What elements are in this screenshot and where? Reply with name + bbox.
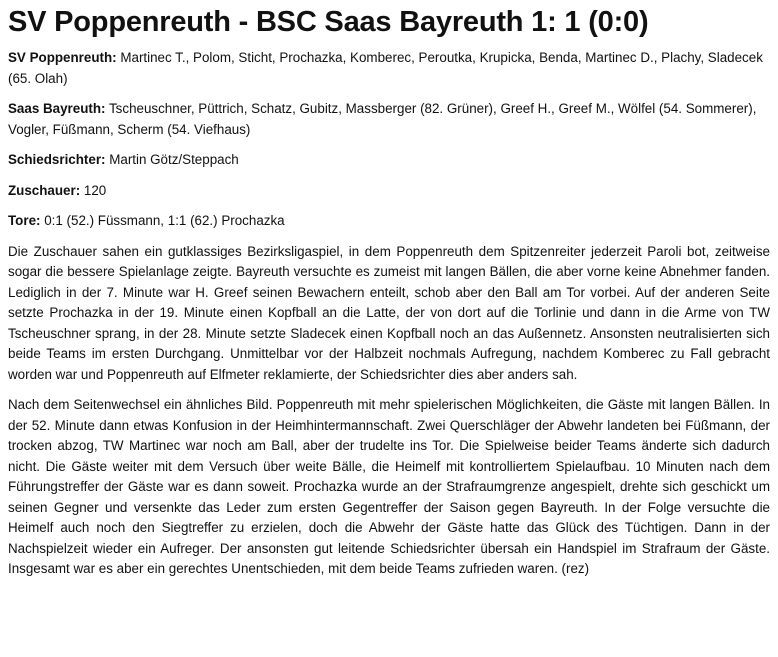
lineup-home [8, 48, 770, 89]
spectators-value: 120 [80, 182, 107, 198]
referee-label: Schiedsrichter: [8, 152, 106, 167]
lineup-home-label: SV Poppenreuth: [8, 50, 117, 65]
lineup-away [8, 99, 770, 140]
referee-line [8, 150, 770, 171]
lineup-away-value: Tscheuschner, Püttrich, Schatz, Gubitz, Massberger (82. Grüner), Greef H., Greef M., Wölfel (54. Sommerer), Vogler, Füßmann, Scherm (54. Viefhaus) [8, 101, 757, 137]
goals-value: 0:1 (52.) Füssmann, 1:1 (62.) Prochazka [40, 213, 285, 228]
referee-value: Martin Götz/Steppach [105, 152, 239, 167]
lineup-away-label: Saas Bayreuth: [8, 101, 106, 116]
spectators-label: Zuschauer: [8, 182, 81, 198]
goals-line [8, 211, 770, 232]
match-title: SV Poppenreuth - BSC Saas Bayreuth 1: 1 (0:0) [8, 6, 649, 38]
report-paragraph-second-half: Nach dem Seitenwechsel ein ähnliches Bild. Poppenreuth mit mehr spielerischen Möglichkeiten, die Gäste mit langen Bällen. In der 52. Minute dann etwas Konfusion in der Heimhintermannschaft. Zwei Querschläger der Abwehr landeten bei Füßmann, der trocken abzog, TW Martinec war noch am Ball, aber der trudelte ins Tor. Die Spielweise beider Teams änderte sich dadurch nicht. Die Gäste weiter mit dem Versuch über weite Bälle, die Heimelf mit kontrolliertem Spielaufbau. 10 Minuten nach dem Führungstreffer der Gäste war es dann soweit. Prochazka wurde an der Strafraumgrenze angespielt, drehte sich geschickt um seinen Gegner und versenkte das Leder zum ersten Gegentreffer der Saison gegen Bayreuth. In der Folge versuchte die Heimelf auch noch den Siegtreffer zu erzielen, doch die Abwehr der Gäste hatte das Glück des Tüchtigen. Dann in der Nachspielzeit wieder ein Aufreger. Der ansonsten gut leitende Schiedsrichter übersah ein Handspiel im Strafraum der Gäste. Insgesamt war es aber ein gerechtes Unentschieden, mit dem beide Teams zufrieden waren. (rez) [8, 397, 770, 576]
lineup-home-value: Martinec T., Polom, Sticht, Prochazka, Komberec, Peroutka, Krupicka, Benda, Martinec D., Plachy, Sladecek (65. Olah) [8, 50, 763, 86]
spectators-line [8, 181, 770, 202]
goals-label: Tore: [8, 213, 41, 228]
report-paragraph-first-half: Die Zuschauer sahen ein gutklassiges Bezirksligaspiel, in dem Poppenreuth dem Spitzenreiter jederzeit Paroli bot, zeitweise sogar die bessere Spielanlage zeigte. Bayreuth versuchte es zumeist mit langen Bällen, die aber vorne keine Abnehmer fanden. Lediglich in der 7. Minute war H. Greef seinen Bewachern enteilt, schob aber den Ball am Tor vorbei. Auf der anderen Seite setzte Prochazka in der 19. Minute einen Kopfball an die Latte, der von dort auf die Torlinie und dann in die Arme von TW Tscheuschner sprang, in der 28. Minute setzte Sladecek einen Kopfball noch an das Außennetz. Ansonsten neutralisierten sich beide Teams im ersten Durchgang. Unmittelbar vor der Halbzeit nochmals Aufregung, nachdem Komberec zu Fall gebracht worden war und Poppenreuth auf Elfmeter reklamierte, der Schiedsrichter dies aber anders sah. [8, 243, 770, 382]
